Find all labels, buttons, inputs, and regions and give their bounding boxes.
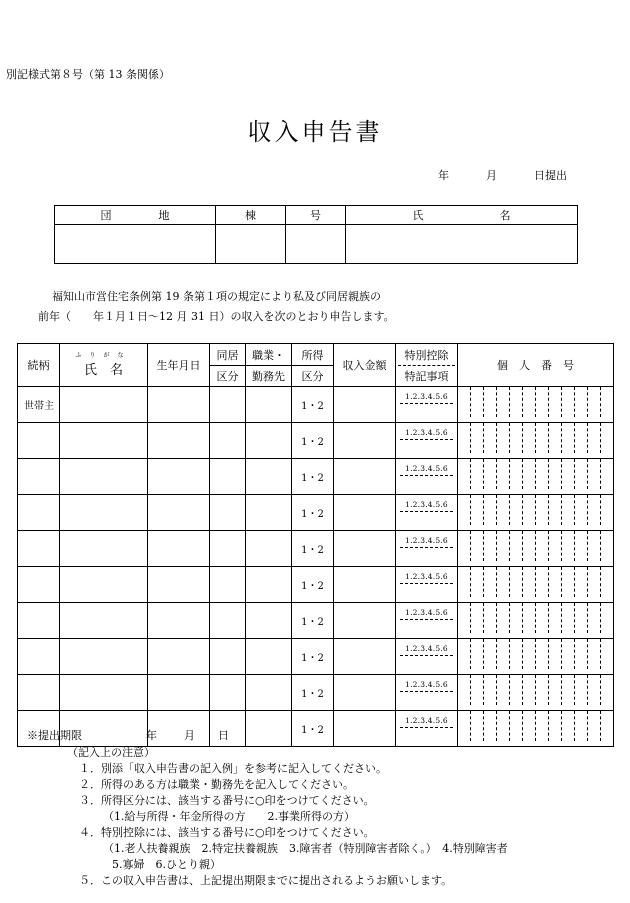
relation-cell[interactable] [18, 603, 60, 639]
personal-number-digit-box [601, 639, 613, 669]
personal-number-digit-box [458, 603, 471, 633]
personal-number-digit-box [458, 531, 471, 561]
birth-cell[interactable] [148, 603, 210, 639]
personal-number-digit-box [588, 711, 601, 741]
income-type-cell[interactable] [292, 387, 334, 423]
table-row [18, 567, 614, 603]
personal-number-cell[interactable] [458, 387, 614, 423]
personal-number-digit-box [536, 675, 549, 705]
personal-number-digit-box [588, 495, 601, 525]
income-type-cell[interactable] [292, 639, 334, 675]
personal-number-digit-box [484, 675, 497, 705]
personal-number-digit-box [536, 423, 549, 453]
cohabit-cell[interactable] [210, 459, 246, 495]
personal-number-digit-box [510, 423, 523, 453]
deduction-cell[interactable] [396, 675, 458, 711]
personal-number-cell[interactable] [458, 711, 614, 747]
note-3-sub: （1.給与所得・年金所得の方 2.事業所得の方） [103, 810, 355, 823]
header-income-type-1: 所得 [292, 344, 334, 366]
personal-number-digit-box [471, 567, 484, 597]
note-1: １．別添「収入申告書の記入例」を参考に記入してください。 [79, 762, 387, 775]
income-choice: 1・2 [301, 725, 324, 736]
personal-number-digit-box [510, 495, 523, 525]
deduction-cell[interactable] [396, 387, 458, 423]
personal-number-digit-box [575, 639, 588, 669]
relation-cell[interactable] [18, 531, 60, 567]
personal-number-cell[interactable] [458, 531, 614, 567]
job-cell[interactable] [246, 387, 292, 423]
personal-number-digit-box [601, 711, 613, 741]
date-submit-label: 日提出 [534, 169, 567, 182]
personal-number-digit-box [588, 675, 601, 705]
personal-number-digit-box [471, 639, 484, 669]
personal-number-digit-box [575, 387, 588, 417]
header-income-amount: 収入金額 [334, 344, 396, 387]
relation-cell[interactable] [18, 459, 60, 495]
header-gou: 号 [286, 206, 346, 225]
gou-field[interactable] [286, 225, 346, 264]
income-amount-cell[interactable] [334, 459, 396, 495]
note-4-sub-2: 5.寡婦 6.ひとり親） [112, 858, 221, 871]
personal-number-digit-box [523, 639, 536, 669]
personal-number-digit-box [510, 531, 523, 561]
relation-cell[interactable] [18, 639, 60, 675]
table-row [18, 423, 614, 459]
personal-number-digit-box [575, 423, 588, 453]
income-amount-cell[interactable] [334, 531, 396, 567]
cohabit-cell[interactable] [210, 567, 246, 603]
household-table [17, 343, 614, 747]
personal-number-digit-box [510, 639, 523, 669]
tou-field[interactable] [216, 225, 286, 264]
personal-number-digit-box [484, 531, 497, 561]
deduction-cell[interactable] [396, 423, 458, 459]
personal-number-digit-box [510, 459, 523, 489]
cohabit-cell[interactable] [210, 387, 246, 423]
personal-number-digit-box [523, 459, 536, 489]
deduction-options: 1.2.3.4.5.6 [405, 428, 448, 437]
deduction-cell[interactable] [396, 459, 458, 495]
personal-number-digit-box [497, 711, 510, 741]
job-cell[interactable] [246, 459, 292, 495]
personal-number-digit-box [497, 495, 510, 525]
personal-number-digit-box [562, 567, 575, 597]
birth-cell[interactable] [148, 639, 210, 675]
personal-number-cell[interactable] [458, 675, 614, 711]
header-birth: 生年月日 [148, 344, 210, 387]
birth-cell[interactable] [148, 567, 210, 603]
personal-number-digit-box [497, 639, 510, 669]
personal-number-digit-box [562, 639, 575, 669]
name-cell[interactable] [60, 567, 148, 603]
personal-number-digit-box [588, 387, 601, 417]
personal-number-digit-box [536, 711, 549, 741]
name-cell[interactable] [60, 603, 148, 639]
personal-number-digit-box [549, 567, 562, 597]
cohabit-cell[interactable] [210, 423, 246, 459]
personal-number-digit-box [588, 423, 601, 453]
header-income-type-2: 区分 [292, 366, 334, 387]
relation-cell[interactable] [18, 567, 60, 603]
personal-number-digit-box [588, 459, 601, 489]
table-row [18, 675, 614, 711]
header-job-1: 職業・ [246, 344, 292, 366]
income-choice: 1・2 [301, 617, 324, 628]
income-type-cell[interactable] [292, 459, 334, 495]
personal-number-cell[interactable] [458, 459, 614, 495]
table-row [18, 603, 614, 639]
header-shimei: 氏 名 [346, 206, 578, 225]
personal-number-digit-box [458, 567, 471, 597]
name-cell[interactable] [60, 639, 148, 675]
deduction-options: 1.2.3.4.5.6 [405, 500, 448, 509]
job-cell[interactable] [246, 495, 292, 531]
personal-number-digit-box [549, 423, 562, 453]
personal-number-digit-box [536, 459, 549, 489]
personal-number-digit-box [562, 711, 575, 741]
deduction-cell[interactable] [396, 639, 458, 675]
intro-line-2: 前年（ 年１月１日～12 月 31 日）の収入を次のとおり申告します。 [38, 310, 395, 323]
deduction-options: 1.2.3.4.5.6 [405, 644, 448, 653]
personal-number-digit-box [601, 531, 613, 561]
relation-cell[interactable] [18, 675, 60, 711]
personal-number-digit-box [549, 711, 562, 741]
personal-number-digit-box [484, 711, 497, 741]
table-row [18, 531, 614, 567]
table-row [18, 459, 614, 495]
income-type-cell[interactable] [292, 603, 334, 639]
name-cell[interactable] [60, 459, 148, 495]
deduction-options: 1.2.3.4.5.6 [405, 572, 448, 581]
personal-number-digit-box [484, 459, 497, 489]
personal-number-digit-box [471, 387, 484, 417]
personal-number-digit-box [523, 387, 536, 417]
header-cohabit-1: 同居 [210, 344, 246, 366]
deduction-options: 1.2.3.4.5.6 [405, 536, 448, 545]
personal-number-digit-box [562, 531, 575, 561]
job-cell[interactable] [246, 531, 292, 567]
personal-number-digit-box [484, 567, 497, 597]
income-amount-cell[interactable] [334, 603, 396, 639]
note-5: ５．この収入申告書は、上記提出期限までに提出されるようお願いします。 [79, 874, 453, 887]
name-cell[interactable] [60, 675, 148, 711]
personal-number-digit-box [601, 675, 613, 705]
personal-number-digit-box [510, 711, 523, 741]
cohabit-cell[interactable] [210, 639, 246, 675]
residence-table [54, 205, 578, 264]
personal-number-digit-box [510, 675, 523, 705]
deduction-options: 1.2.3.4.5.6 [405, 392, 448, 401]
note-2: ２．所得のある方は職業・勤務先を記入してください。 [79, 778, 354, 791]
header-tou: 棟 [216, 206, 286, 225]
job-cell[interactable] [246, 639, 292, 675]
personal-number-digit-box [575, 675, 588, 705]
cohabit-cell[interactable] [210, 495, 246, 531]
relation-cell[interactable] [18, 495, 60, 531]
name-cell[interactable] [60, 495, 148, 531]
form-number: 別記様式第８号（第 13 条関係） [6, 68, 170, 81]
personal-number-digit-box [536, 567, 549, 597]
personal-number-digit-box [497, 675, 510, 705]
birth-cell[interactable] [148, 495, 210, 531]
personal-number-digit-box [549, 603, 562, 633]
income-choice: 1・2 [301, 509, 324, 520]
header-personal-number: 個 人 番 号 [458, 344, 614, 387]
income-choice: 1・2 [301, 437, 324, 448]
personal-number-digit-box [549, 531, 562, 561]
income-type-cell[interactable] [292, 711, 334, 747]
table-row [18, 639, 614, 675]
cohabit-cell[interactable] [210, 531, 246, 567]
personal-number-digit-box [575, 459, 588, 489]
job-cell[interactable] [246, 603, 292, 639]
personal-number-digit-box [575, 531, 588, 561]
personal-number-digit-box [497, 459, 510, 489]
personal-number-digit-box [601, 495, 613, 525]
personal-number-cell[interactable] [458, 603, 614, 639]
note-4: ４．特別控除には、該当する番号に○印をつけてください。 [79, 826, 375, 839]
name-cell[interactable] [60, 387, 148, 423]
deadline-label: ※提出期限 [27, 729, 82, 742]
income-type-cell[interactable] [292, 531, 334, 567]
income-type-cell[interactable] [292, 675, 334, 711]
income-type-cell[interactable] [292, 423, 334, 459]
personal-number-digit-box [497, 567, 510, 597]
personal-number-digit-box [536, 387, 549, 417]
personal-number-digit-box [588, 567, 601, 597]
job-cell[interactable] [246, 567, 292, 603]
deduction-options: 1.2.3.4.5.6 [405, 716, 448, 725]
birth-cell[interactable] [148, 423, 210, 459]
income-type-cell[interactable] [292, 495, 334, 531]
personal-number-cell[interactable] [458, 495, 614, 531]
personal-number-cell[interactable] [458, 567, 614, 603]
personal-number-digit-box [523, 567, 536, 597]
personal-number-digit-box [458, 495, 471, 525]
deduction-cell[interactable] [396, 531, 458, 567]
personal-number-digit-box [601, 423, 613, 453]
personal-number-digit-box [510, 567, 523, 597]
personal-number-digit-box [601, 603, 613, 633]
personal-number-digit-box [549, 387, 562, 417]
personal-number-digit-box [575, 603, 588, 633]
deduction-options: 1.2.3.4.5.6 [405, 608, 448, 617]
personal-number-digit-box [575, 495, 588, 525]
personal-number-digit-box [471, 675, 484, 705]
income-amount-cell[interactable] [334, 495, 396, 531]
name-cell[interactable] [60, 531, 148, 567]
relation-cell[interactable] [18, 423, 60, 459]
personal-number-digit-box [458, 711, 471, 741]
personal-number-digit-box [588, 531, 601, 561]
personal-number-digit-box [523, 423, 536, 453]
personal-number-digit-box [575, 711, 588, 741]
header-danchi: 団 地 [55, 206, 216, 225]
personal-number-digit-box [458, 639, 471, 669]
table-row [18, 711, 614, 747]
personal-number-digit-box [497, 387, 510, 417]
personal-number-cell[interactable] [458, 639, 614, 675]
deadline-year: 年 [146, 729, 157, 742]
personal-number-digit-box [549, 495, 562, 525]
cohabit-cell[interactable] [210, 675, 246, 711]
personal-number-digit-box [562, 387, 575, 417]
danchi-field[interactable] [55, 225, 216, 264]
header-job-2: 勤務先 [246, 366, 292, 387]
header-cohabit-2: 区分 [210, 366, 246, 387]
deduction-options: 1.2.3.4.5.6 [405, 680, 448, 689]
personal-number-digit-box [562, 423, 575, 453]
birth-cell[interactable] [148, 387, 210, 423]
table-row [18, 387, 614, 423]
header-relation: 続柄 [18, 344, 60, 387]
personal-number-digit-box [471, 495, 484, 525]
deadline-month: 月 [184, 729, 195, 742]
cohabit-cell[interactable] [210, 603, 246, 639]
personal-number-digit-box [562, 603, 575, 633]
header-deduction: 特別控除 特記事項 [396, 344, 458, 387]
personal-number-digit-box [575, 567, 588, 597]
deduction-cell[interactable] [396, 711, 458, 747]
personal-number-digit-box [523, 675, 536, 705]
personal-number-digit-box [523, 603, 536, 633]
personal-number-digit-box [471, 711, 484, 741]
personal-number-digit-box [562, 675, 575, 705]
income-choice: 1・2 [301, 689, 324, 700]
job-cell[interactable] [246, 711, 292, 747]
note-4-sub-1: （1.老人扶養親族 2.特定扶養親族 3.障害者（特別障害者除く。） 4.特別障害者 [103, 842, 508, 855]
page-title: 収入申告書 [247, 118, 383, 146]
personal-number-digit-box [497, 531, 510, 561]
personal-number-digit-box [471, 459, 484, 489]
income-amount-cell[interactable] [334, 711, 396, 747]
personal-number-digit-box [497, 603, 510, 633]
personal-number-digit-box [458, 423, 471, 453]
personal-number-digit-box [497, 423, 510, 453]
deduction-cell[interactable] [396, 567, 458, 603]
furigana-label: ふりがな [75, 351, 132, 359]
personal-number-digit-box [471, 531, 484, 561]
deadline-day: 日 [218, 729, 229, 742]
personal-number-digit-box [471, 603, 484, 633]
personal-number-digit-box [562, 459, 575, 489]
personal-number-digit-box [484, 603, 497, 633]
deduction-options: 1.2.3.4.5.6 [405, 464, 448, 473]
income-amount-cell[interactable] [334, 567, 396, 603]
intro-line-1: 福知山市営住宅条例第 19 条第１項の規定により私及び同居親族の [52, 290, 381, 303]
birth-cell[interactable] [148, 531, 210, 567]
income-amount-cell[interactable] [334, 387, 396, 423]
personal-number-digit-box [458, 387, 471, 417]
relation-cell[interactable]: 世帯主 [18, 387, 60, 423]
deduction-cell[interactable] [396, 495, 458, 531]
income-choice: 1・2 [301, 545, 324, 556]
income-choice: 1・2 [301, 473, 324, 484]
birth-cell[interactable] [148, 675, 210, 711]
income-choice: 1・2 [301, 653, 324, 664]
personal-number-digit-box [536, 531, 549, 561]
personal-number-digit-box [458, 675, 471, 705]
personal-number-digit-box [536, 603, 549, 633]
income-amount-cell[interactable] [334, 675, 396, 711]
income-amount-cell[interactable] [334, 639, 396, 675]
note-3: ３．所得区分には、該当する番号に○印をつけてください。 [79, 794, 375, 807]
deduction-cell[interactable] [396, 603, 458, 639]
notes-heading: （記入上の注意） [67, 746, 155, 759]
personal-number-digit-box [484, 639, 497, 669]
shimei-field[interactable] [346, 225, 578, 264]
birth-cell[interactable] [148, 459, 210, 495]
income-choice: 1・2 [301, 401, 324, 412]
personal-number-digit-box [536, 495, 549, 525]
table-row [18, 495, 614, 531]
personal-number-digit-box [601, 387, 613, 417]
job-cell[interactable] [246, 423, 292, 459]
personal-number-digit-box [562, 495, 575, 525]
personal-number-digit-box [549, 459, 562, 489]
personal-number-cell[interactable] [458, 423, 614, 459]
personal-number-digit-box [471, 423, 484, 453]
personal-number-digit-box [484, 423, 497, 453]
personal-number-digit-box [458, 459, 471, 489]
date-year-label: 年 [438, 169, 449, 182]
personal-number-digit-box [536, 639, 549, 669]
personal-number-digit-box [601, 567, 613, 597]
personal-number-digit-box [484, 495, 497, 525]
personal-number-digit-box [549, 639, 562, 669]
personal-number-digit-box [588, 603, 601, 633]
personal-number-digit-box [549, 675, 562, 705]
income-choice: 1・2 [301, 581, 324, 592]
income-amount-cell[interactable] [334, 423, 396, 459]
personal-number-digit-box [523, 711, 536, 741]
personal-number-digit-box [588, 639, 601, 669]
personal-number-digit-box [510, 387, 523, 417]
personal-number-digit-box [601, 459, 613, 489]
personal-number-digit-box [523, 531, 536, 561]
name-cell[interactable] [60, 423, 148, 459]
personal-number-digit-box [523, 495, 536, 525]
job-cell[interactable] [246, 675, 292, 711]
personal-number-digit-box [510, 603, 523, 633]
date-month-label: 月 [486, 169, 497, 182]
income-type-cell[interactable] [292, 567, 334, 603]
personal-number-digit-box [484, 387, 497, 417]
header-name: ふりがな 氏 名 [60, 344, 148, 387]
